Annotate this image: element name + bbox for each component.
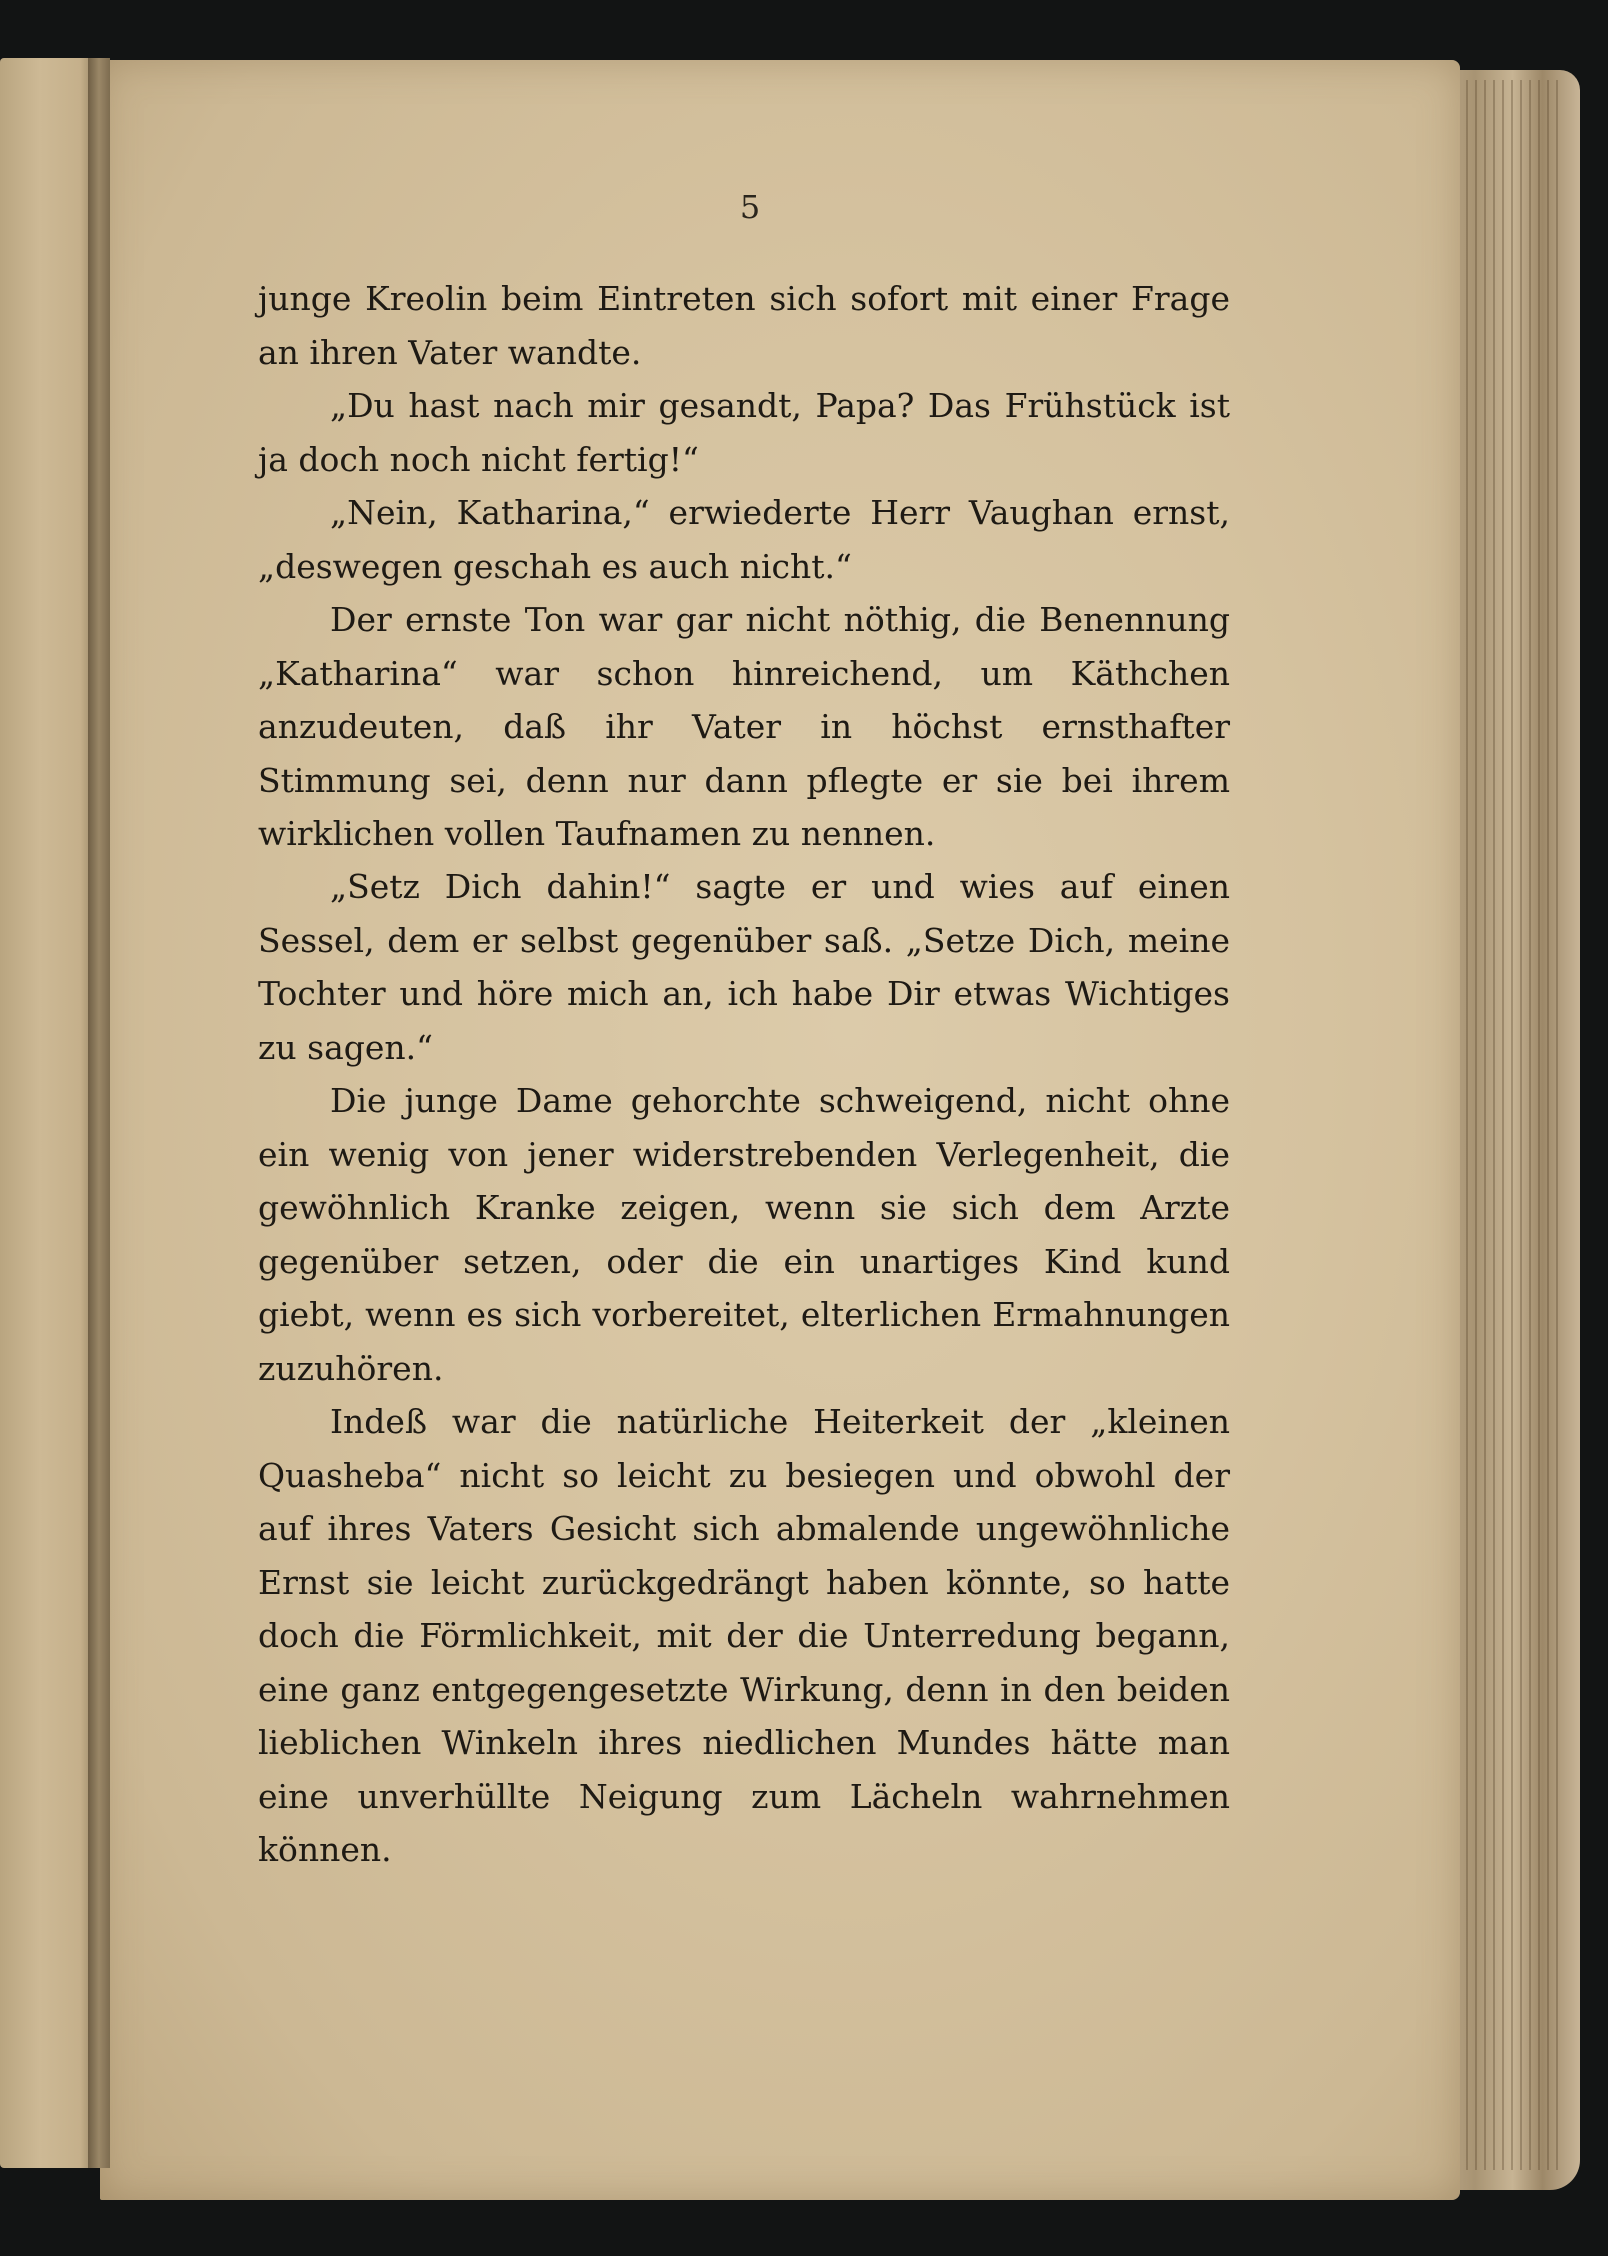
paragraph-7: Indeß war die natürliche Heiterkeit der „kleinen Quasheba“ nicht so leicht zu besiegen und obwohl der auf ihres Vaters Gesicht sich abmalende ungewöhnliche Ernst sie leicht zurückgedrängt haben könnte, so hatte doch die Förmlichkeit, mit der die Unterredung begann, eine ganz entgegengesetzte Wirkung, denn in den beiden lieblichen Winkeln ihres niedlichen Mundes hätte man eine unverhüllte Neigung zum Lächeln wahrnehmen können. xyxy=(258,1402,1230,1869)
paragraph-6: Die junge Dame gehorchte schweigend, nicht ohne ein wenig von jener widerstrebenden Verlegenheit, die gewöhnlich Kranke zeigen, wenn sie sich dem Arzte gegenüber setzen, oder die ein unartiges Kind kund giebt, wenn es sich vorbereitet, elterlichen Ermahnungen zuzuhören. xyxy=(258,1081,1230,1388)
paragraph-1: junge Kreolin beim Eintreten sich sofort mit einer Frage an ihren Vater wandte. xyxy=(258,279,1230,372)
paragraph-5: „Setz Dich dahin!“ sagte er und wies auf einen Sessel, dem er selbst gegenüber saß. „Setze Dich, meine Tochter und höre mich an, ich habe Dir etwas Wichtiges zu sagen.“ xyxy=(258,867,1230,1067)
paragraph-3: „Nein, Katharina,“ erwiederte Herr Vaughan ernst, „deswegen geschah es auch nicht.“ xyxy=(258,493,1230,586)
paragraph-2: „Du hast nach mir gesandt, Papa? Das Frühstück ist ja doch noch nicht fertig!“ xyxy=(258,386,1230,479)
page-stack-lines xyxy=(1448,80,1558,2170)
paragraph-4: Der ernste Ton war gar nicht nöthig, die Benennung „Katharina“ war schon hinreichend, um Käthchen anzudeuten, daß ihr Vater in höchst ernsthafter Stimmung sei, denn nur dann pflegte er sie bei ihrem wirklichen vollen Taufnamen zu nennen. xyxy=(258,600,1230,853)
left-page-edge xyxy=(0,58,100,2168)
book-gutter xyxy=(88,58,110,2168)
page-number: 5 xyxy=(739,188,761,226)
